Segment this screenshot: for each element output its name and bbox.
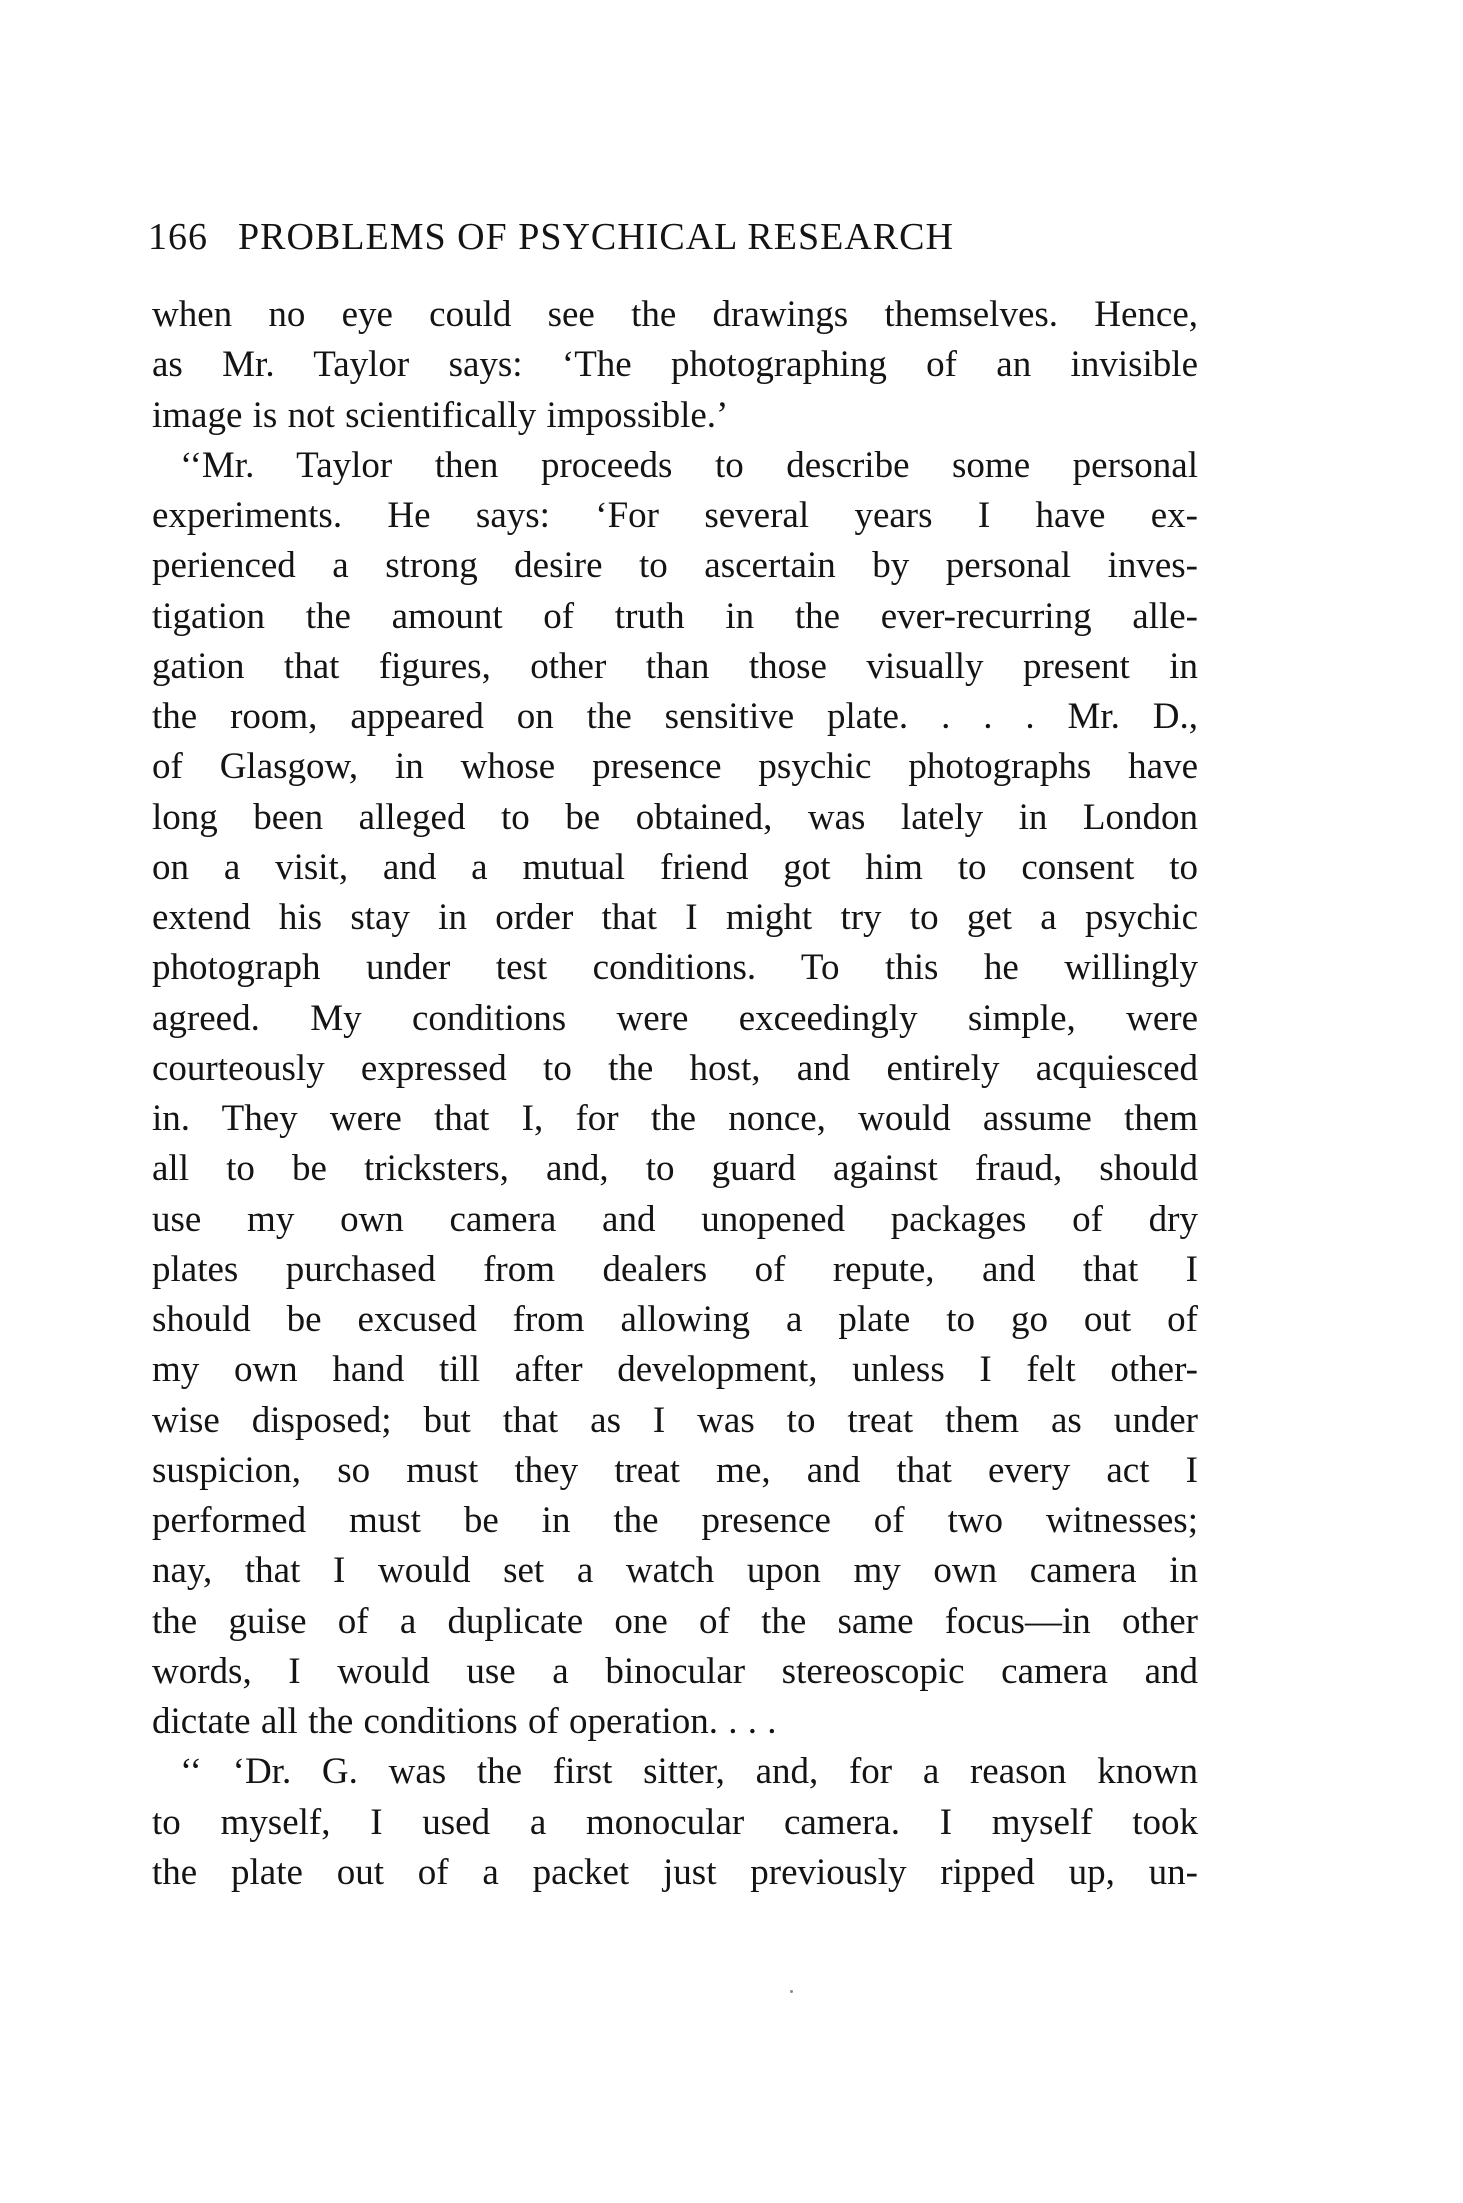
book-title: PROBLEMS OF PSYCHICAL RESEARCH <box>238 216 954 258</box>
text-line: perienced a strong desire to ascertain by personal inves- <box>152 545 1198 587</box>
text-line: of Glasgow, in whose presence psychic photographs have <box>152 746 1198 788</box>
text-line: all to be tricksters, and, to guard against fraud, should <box>152 1148 1198 1190</box>
text-line: gation that figures, other than those visually present in <box>152 645 1198 687</box>
text-line: ‘‘Mr. Taylor then proceeds to describe some personal <box>180 444 1198 486</box>
text-line: my own hand till after development, unless I felt other- <box>152 1349 1198 1391</box>
printing-speck <box>790 1990 793 1993</box>
running-head <box>148 215 1198 275</box>
text-line: should be excused from allowing a plate to go out of <box>152 1299 1198 1340</box>
text-line: long been alleged to be obtained, was lately in London <box>152 796 1198 838</box>
text-line: the plate out of a packet just previously ripped up, un- <box>152 1851 1198 1893</box>
text-line: the guise of a duplicate one of the same focus—in other <box>152 1600 1198 1642</box>
text-line: use my own camera and unopened packages of dry <box>152 1198 1198 1240</box>
text-line: the room, appeared on the sensitive plate. . . . Mr. D., <box>152 696 1198 737</box>
text-line: ‘‘ ‘Dr. G. was the first sitter, and, for a reason known <box>180 1751 1198 1793</box>
text-line: image is not scientifically impossible.’ <box>152 394 729 436</box>
text-line: plates purchased from dealers of repute, and that I <box>152 1248 1198 1290</box>
text-line: to myself, I used a monocular camera. I myself took <box>152 1801 1198 1843</box>
page-number: 166 <box>148 216 208 258</box>
text-line: as Mr. Taylor says: ‘The photographing of an invisible <box>152 344 1198 386</box>
text-line: on a visit, and a mutual friend got him to consent to <box>152 846 1198 888</box>
text-line: wise disposed; but that as I was to treat them as under <box>152 1399 1198 1441</box>
text-line: nay, that I would set a watch upon my own camera in <box>152 1550 1198 1592</box>
text-line: experiments. He says: ‘For several years I have ex- <box>152 495 1198 536</box>
text-line: suspicion, so must they treat me, and that every act I <box>152 1449 1198 1491</box>
text-line: when no eye could see the drawings themselves. Hence, <box>152 294 1198 335</box>
text-line: performed must be in the presence of two witnesses; <box>152 1500 1198 1541</box>
text-line: in. They were that I, for the nonce, would assume them <box>152 1098 1198 1139</box>
text-line: tigation the amount of truth in the ever-recurring alle- <box>152 595 1198 637</box>
text-line: courteously expressed to the host, and entirely acquiesced <box>152 1047 1198 1089</box>
text-line: words, I would use a binocular stereoscopic camera and <box>152 1650 1198 1692</box>
text-line: agreed. My conditions were exceedingly simple, were <box>152 997 1198 1039</box>
text-line: extend his stay in order that I might try to get a psychic <box>152 897 1198 938</box>
text-line: dictate all the conditions of operation. . . . <box>152 1701 777 1742</box>
text-line: photograph under test conditions. To this he willingly <box>152 947 1198 989</box>
body-text <box>152 290 1198 1898</box>
